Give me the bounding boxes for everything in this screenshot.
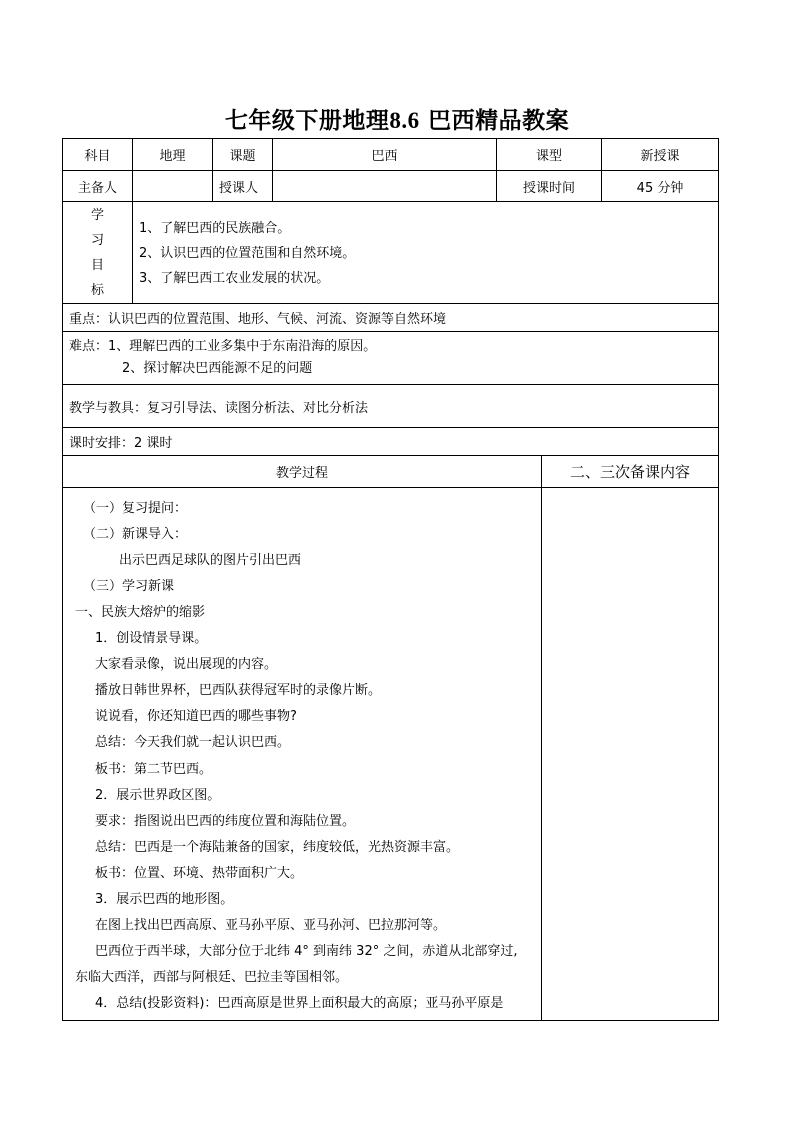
process-line: 说说看，你还知道巴西的哪些事物? (95, 709, 297, 725)
preparer-value (133, 171, 213, 202)
revision-content (542, 488, 719, 1021)
goal-item: 2、认识巴西的位置范围和自然环境。 (139, 246, 356, 261)
process-content (63, 488, 542, 1021)
process-line: 大家看录像，说出展现的内容。 (95, 657, 278, 673)
type-label: 课型 (497, 139, 602, 171)
subject-value: 地理 (133, 139, 213, 171)
goal-item: 1、了解巴西的民族融合。 (139, 221, 291, 236)
goals-list (133, 202, 719, 304)
process-line: 板书：位置、环境、热带面积广大。 (95, 865, 304, 881)
teacher-label: 授课人 (213, 171, 273, 202)
revision-header: 二、三次备课内容 (542, 456, 719, 488)
process-line: 总结：巴西是一个海陆兼备的国家，纬度较低，光热资源丰富。 (95, 839, 460, 855)
goals-row (63, 202, 719, 304)
process-line: 总结：今天我们就一起认识巴西。 (95, 735, 291, 751)
time-value: 45 分钟 (602, 171, 719, 202)
methods: 教学与教具：复习引导法、读图分析法、对比分析法 (63, 385, 719, 428)
process-line: 2．展示世界政区图。 (95, 787, 221, 803)
teacher-value (273, 171, 497, 202)
process-body-row (63, 488, 719, 1021)
preparer-label: 主备人 (63, 171, 133, 202)
process-line: 在图上找出巴西高原、亚马孙平原、亚马孙河、巴拉那河等。 (95, 918, 447, 934)
goals-label-char: 习 (90, 232, 104, 248)
difficulty-line-1: 难点：1、理解巴西的工业多集中于东南沿海的原因。 (69, 339, 377, 354)
methods-row (63, 385, 719, 428)
key-point: 重点：认识巴西的位置范围、地形、气候、河流、资源等自然环境 (63, 304, 719, 332)
process-line: 4．总结(投影资料)：巴西高原是世界上面积最大的高原；亚马孙平原是 (95, 996, 504, 1012)
hours: 课时安排：2 课时 (63, 428, 719, 456)
page-title (0, 102, 794, 135)
goals-label-char: 目 (90, 257, 104, 273)
difficulty (63, 332, 719, 385)
process-line: 一、民族大熔炉的缩影 (75, 604, 206, 620)
topic-value: 巴西 (273, 139, 497, 171)
subject-label: 科目 (63, 139, 133, 171)
process-line: 1．创设情景导课。 (95, 631, 208, 647)
topic-label: 课题 (213, 139, 273, 171)
title-number: 8.6 (389, 108, 420, 133)
header-row-2 (63, 171, 719, 202)
type-value: 新授课 (602, 139, 719, 171)
process-line: 播放日韩世界杯，巴西队获得冠军时的录像片断。 (95, 683, 382, 699)
process-header-row (63, 456, 719, 488)
process-line: 要求：指图说出巴西的纬度位置和海陆位置。 (95, 813, 356, 829)
process-line: 板书：第二节巴西。 (95, 761, 213, 777)
process-lines (69, 491, 535, 1018)
process-line: （二）新课导入： (83, 526, 188, 542)
process-line: （三）学习新课 (83, 578, 175, 594)
title-prefix: 七年级下册地理 (224, 107, 390, 134)
process-line: 东临大西洋，西部与阿根廷、巴拉圭等国相邻。 (75, 970, 349, 986)
hours-row (63, 428, 719, 456)
title-suffix: 巴西精品教案 (428, 107, 570, 134)
key-point-row (63, 304, 719, 332)
process-line: 3．展示巴西的地形图。 (95, 891, 234, 907)
process-line: 巴西位于西半球，大部分位于北纬 4° 到南纬 32° 之间，赤道从北部穿过, (95, 944, 518, 960)
difficulty-row (63, 332, 719, 385)
process-line: 出示巴西足球队的图片引出巴西 (119, 552, 302, 568)
difficulty-line-2: 2、探讨解决巴西能源不足的问题 (122, 361, 313, 376)
goals-label-char: 标 (90, 282, 104, 298)
goal-item: 3、了解巴西工农业发展的状况。 (139, 271, 330, 286)
process-line: （一）复习提问： (83, 500, 188, 516)
lesson-plan-table (62, 138, 719, 1021)
process-header: 教学过程 (63, 456, 542, 488)
goals-label (63, 202, 133, 304)
time-label: 授课时间 (497, 171, 602, 202)
goals-label-char: 学 (90, 207, 104, 223)
header-row-1 (63, 139, 719, 171)
